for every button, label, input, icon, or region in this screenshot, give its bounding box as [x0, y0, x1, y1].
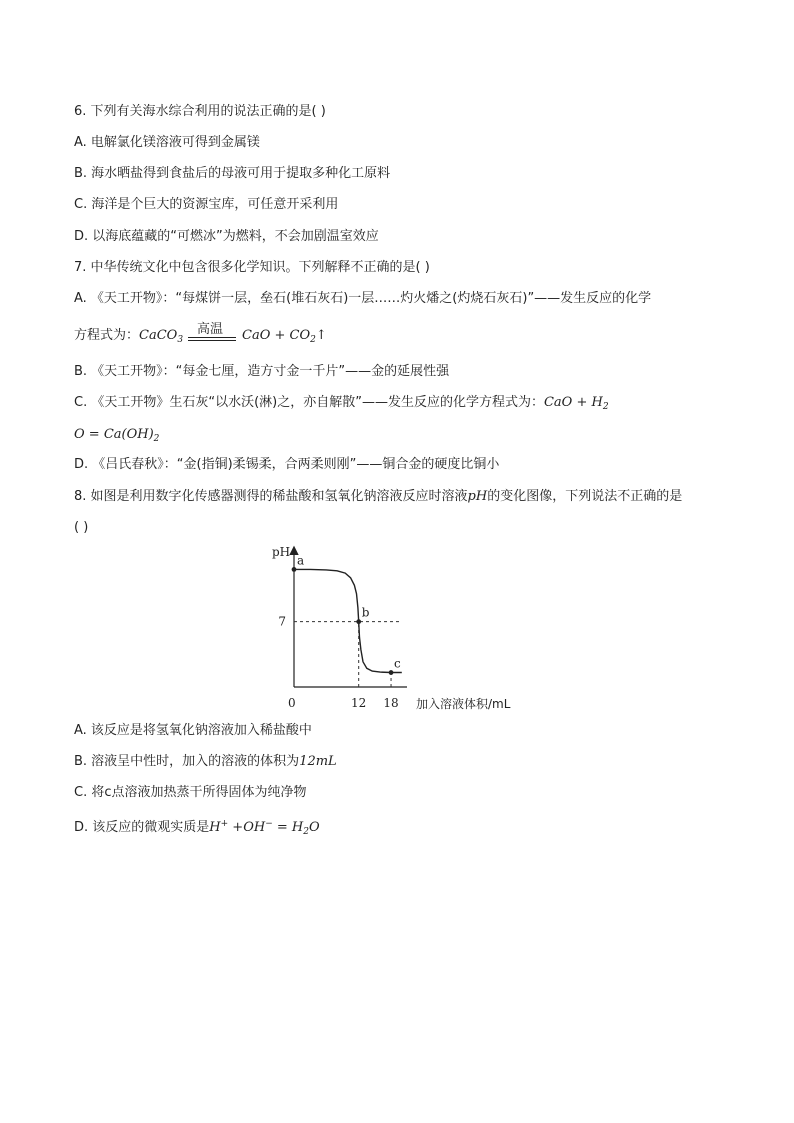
point-c	[389, 670, 394, 675]
x-tick-label-12: 12	[351, 696, 367, 710]
ph-chart-svg	[262, 540, 532, 715]
q7-option-c-line2: $O = Ca(OH)_2$	[74, 427, 160, 444]
ph-chart	[262, 540, 532, 715]
q6-option-b: B. 海水晒盐得到食盐后的母液可用于提取多种化工原料	[74, 166, 391, 181]
y-tick-label-7: 7	[278, 614, 286, 629]
y-axis-label: pH	[272, 545, 291, 559]
point-label-b: b	[361, 605, 370, 620]
ph-curve	[294, 569, 402, 672]
q6-option-c: C. 海洋是个巨大的资源宝库，可任意开采利用	[74, 197, 339, 212]
reaction-condition: 高温	[197, 322, 224, 337]
q8-stem-line2: ( )	[74, 520, 89, 535]
origin-label: 0	[288, 696, 296, 710]
x-axis-label: 加入溶液体积/mL	[416, 697, 511, 711]
x-tick-label-18: 18	[383, 696, 399, 710]
q8-option-b: B. 溶液呈中性时，加入的溶液的体积为12mL	[74, 754, 337, 769]
q7-stem: 7. 中华传统文化中包含很多化学知识。下列解释不正确的是( )	[74, 260, 430, 275]
equation-products: CaO + $CO_2↑$	[242, 328, 327, 345]
point-b	[356, 619, 361, 624]
q7-option-a-line2	[74, 327, 183, 349]
q7-option-c-line1: C. 《天工开物》生石灰“以水沃(淋)之，亦自解散”——发生反应的化学方程式为：CaO + $H_2$	[74, 395, 609, 412]
q8-stem: 8. 如图是利用数字化传感器测得的稀盐酸和氢氧化钠溶液反应时溶液pH的变化图像，下列说法不正确的是	[74, 489, 683, 504]
q7-option-b: B. 《天工开物》：“每金七厘，造方寸金一千片”——金的延展性强	[74, 364, 450, 379]
q8-option-c: C. 将c点溶液加热蒸干所得固体为纯净物	[74, 785, 307, 800]
equation-line-bottom	[188, 340, 236, 341]
q8-option-a: A. 该反应是将氢氧化钠溶液加入稀盐酸中	[74, 723, 312, 738]
equation-prefix: 方程式为：	[74, 328, 140, 343]
reactant-caco3: CaCO$_3$	[139, 328, 184, 345]
equation-line-top	[188, 337, 236, 338]
point-a	[292, 567, 297, 572]
q7-option-a-line1: A. 《天工开物》：“每煤饼一层，垒石(堆石灰石)一层……灼火燔之(灼烧石灰石)”——发生反应的化学	[74, 291, 652, 306]
point-label-c: c	[394, 656, 401, 671]
q7-option-d: D. 《吕氏春秋》：“金(指铜)柔锡柔，合两柔则刚”——铜合金的硬度比铜小	[74, 457, 500, 472]
q8-option-d: D. 该反应的微观实质是$H^+ +OH^- = H_2O$	[74, 819, 320, 837]
q6-option-a: A. 电解氯化镁溶液可得到金属镁	[74, 135, 260, 150]
point-label-a: a	[297, 553, 305, 568]
q6-option-d: D. 以海底蕴藏的“可燃冰”为燃料，不会加剧温室效应	[74, 229, 379, 244]
q6-stem: 6. 下列有关海水综合利用的说法正确的是( )	[74, 104, 326, 119]
